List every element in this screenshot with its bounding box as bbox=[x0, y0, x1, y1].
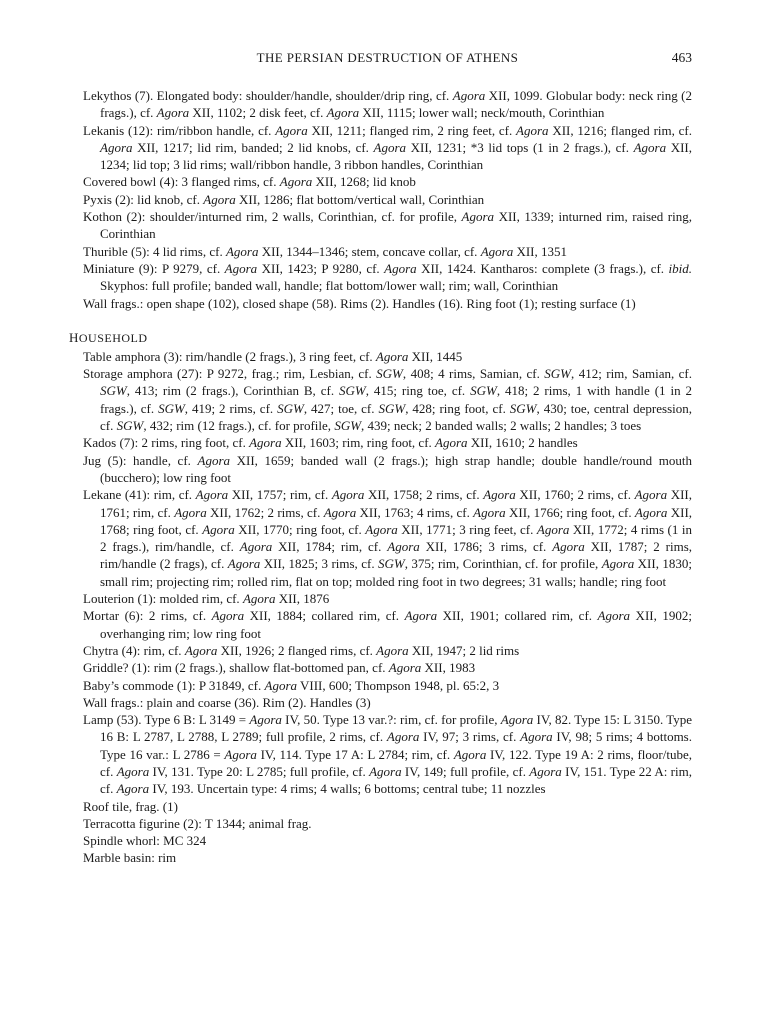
entry-italic-ref: Agora bbox=[388, 660, 422, 676]
entry-text: XII, 1771; 3 ring feet, cf. bbox=[397, 521, 537, 537]
entry-text: IV, 131. Type 20: L 2785; full profile, cf. bbox=[149, 763, 370, 779]
entry-italic-ref: Agora bbox=[323, 504, 357, 520]
entry-italic-ref: SGW bbox=[158, 400, 185, 416]
entry-italic-ref: Agora bbox=[116, 781, 150, 797]
catalog-entry bbox=[83, 173, 692, 190]
entry-italic-ref: Agora bbox=[597, 608, 631, 624]
entry-italic-ref: Agora bbox=[387, 539, 420, 555]
entry-text: XII, 1768; ring foot, cf. bbox=[100, 504, 693, 537]
entry-italic-ref: Agora bbox=[100, 139, 133, 155]
catalog-entry bbox=[83, 87, 692, 122]
catalog-entry bbox=[83, 365, 692, 434]
entry-italic-ref: Agora bbox=[480, 243, 514, 259]
entry-italic-ref: Agora bbox=[203, 191, 236, 207]
entry-text: XII, 1758; 2 rims, cf. bbox=[364, 487, 484, 503]
catalog-entry bbox=[83, 677, 692, 694]
entries-section-2 bbox=[83, 348, 692, 867]
entry-italic-ref: Agora bbox=[224, 746, 257, 762]
entry-text: IV, 98; 5 rims; 4 bottoms. Type 16 var.: L 2786 = bbox=[100, 729, 692, 762]
catalog-entry bbox=[83, 452, 692, 487]
entry-text: XII, 1761; rim, cf. bbox=[100, 487, 692, 520]
entry-italic-ref: SGW bbox=[470, 383, 497, 399]
entry-italic-ref: SGW bbox=[509, 400, 537, 416]
catalog-entry bbox=[83, 832, 692, 849]
entry-text: Storage amphora (27): P 9272, frag.; rim, Lesbian, cf. bbox=[83, 366, 377, 382]
catalog-entry bbox=[83, 798, 692, 815]
entry-text: , 427; toe, cf. bbox=[303, 400, 379, 416]
catalog-entry bbox=[83, 486, 692, 590]
entry-text: , 412; rim, Samian, cf. bbox=[571, 366, 692, 382]
entry-italic-ref: Agora bbox=[529, 763, 562, 779]
entry-text: XII, 1926; 2 flanged rims, cf. bbox=[217, 642, 377, 658]
entry-text: IV, 149; full profile, cf. bbox=[401, 763, 530, 779]
entry-text: XII, 1784; rim, cf. bbox=[272, 539, 388, 555]
entry-italic-ref: Agora bbox=[279, 174, 313, 190]
entry-text: XII, 1115; lower wall; neck/mouth, Corinthian bbox=[359, 105, 605, 121]
entry-text: XII, 1099. Globular body: neck ring (2 frags.), cf. bbox=[100, 88, 692, 121]
entry-italic-ref: SGW bbox=[378, 400, 406, 416]
entry-italic-ref: Agora bbox=[184, 642, 218, 658]
entry-italic-ref: Agora bbox=[373, 139, 407, 155]
entry-italic-ref: Agora bbox=[453, 746, 487, 762]
entries-section-1 bbox=[83, 87, 692, 312]
entry-text: , 419; 2 rims, cf. bbox=[184, 400, 278, 416]
catalog-entry bbox=[83, 348, 692, 365]
entry-text: Lekythos (7). Elongated body: shoulder/handle, shoulder/drip ring, cf. bbox=[83, 88, 453, 103]
entry-italic-ref: Agora bbox=[249, 435, 282, 451]
entry-text: Griddle? (1): rim (2 frags.), shallow flat-bottomed pan, cf. bbox=[83, 660, 389, 676]
entry-text: Kothon (2): shoulder/inturned rim, 2 walls, Corinthian, cf. for profile, bbox=[83, 209, 462, 225]
entry-text: Wall frags.: open shape (102), closed shape (58). Rims (2). Handles (16). Ring foot (1); resting surface (1) bbox=[83, 295, 636, 311]
entry-text: XII, 1901; collared rim, cf. bbox=[437, 608, 598, 624]
entry-text: Covered bowl (4): 3 flanged rims, cf. bbox=[83, 174, 280, 190]
entry-text: XII, 1770; ring foot, cf. bbox=[234, 521, 366, 537]
entry-text: IV, 97; 3 rims, cf. bbox=[419, 729, 521, 745]
catalog-entry bbox=[83, 849, 692, 866]
entry-text: XII, 1876 bbox=[275, 591, 330, 607]
entry-italic-ref: Agora bbox=[601, 556, 635, 572]
page-header bbox=[83, 50, 692, 70]
running-title: THE PERSIAN DESTRUCTION OF ATHENS bbox=[256, 50, 519, 65]
entry-italic-ref: Agora bbox=[452, 88, 486, 103]
entry-italic-ref: Agora bbox=[249, 712, 282, 728]
entry-text: XII, 1344–1346; stem, concave collar, cf. bbox=[258, 243, 481, 259]
entry-italic-ref: Agora bbox=[156, 105, 190, 121]
entry-text: XII, 1423; P 9280, cf. bbox=[257, 260, 385, 276]
entry-italic-ref: Agora bbox=[197, 452, 231, 468]
entry-text: XII, 1760; 2 rims, cf. bbox=[515, 487, 635, 503]
entry-text: XII, 1234; lid top; 3 lid rims; wall/ribbon handle, 3 ribbon handles, Corinthian bbox=[100, 139, 693, 173]
entry-text: Thurible (5): 4 lid rims, cf. bbox=[83, 243, 226, 259]
entry-text: XII, 1216; flanged rim, cf. bbox=[548, 122, 693, 138]
catalog-entry bbox=[83, 434, 692, 451]
entry-text: VIII, 600; Thompson 1948, pl. 65:2, 3 bbox=[297, 677, 500, 693]
entry-italic-ref: Agora bbox=[242, 591, 276, 607]
catalog-entry bbox=[83, 642, 692, 659]
entry-text: XII, 1217; lid rim, banded; 2 lid knobs, cf. bbox=[132, 139, 374, 155]
entry-italic-ref: Agora bbox=[211, 608, 245, 624]
entry-text: , 430; toe, central depression, cf. bbox=[100, 400, 692, 434]
entry-italic-ref: Agora bbox=[536, 521, 570, 537]
entry-text: Jug (5): handle, cf. bbox=[83, 452, 198, 468]
entry-italic-ref: SGW bbox=[116, 418, 144, 434]
entry-text: IV, 193. Uncertain type: 4 rims; 4 walls; 6 bottoms; central tube; 11 nozzles bbox=[149, 781, 546, 797]
entry-text: XII, 1286; flat bottom/vertical wall, Corinthian bbox=[235, 191, 485, 207]
entry-italic-ref: SGW bbox=[378, 556, 405, 572]
entry-text: IV, 82. Type 15: L 3150. Type 16 B: L 2787, L 2788, L 2789; full profile, 2 rims, cf. bbox=[100, 712, 693, 745]
entry-text: , 432; rim (12 frags.), cf. for profile, bbox=[143, 418, 335, 434]
entry-text: Chytra (4): rim, cf. bbox=[83, 642, 185, 658]
entry-text: XII, 1351 bbox=[513, 243, 567, 259]
entry-italic-ref: SGW bbox=[339, 383, 366, 399]
entry-text: Terracotta figurine (2): T 1344; animal frag. bbox=[83, 815, 312, 831]
entry-italic-ref: Agora bbox=[326, 105, 360, 121]
entry-italic-ref: Agora bbox=[225, 243, 259, 259]
entry-italic-ref: SGW bbox=[544, 366, 572, 382]
entry-text: XII, 1766; ring foot, cf. bbox=[505, 504, 635, 520]
entry-italic-ref: SGW bbox=[334, 418, 362, 434]
entry-text: XII, 1825; 3 rims, cf. bbox=[260, 556, 379, 572]
entry-text: XII, 1445 bbox=[408, 348, 463, 364]
entry-text: Spindle whorl: MC 324 bbox=[83, 833, 207, 849]
entry-text: XII, 1102; 2 disk feet, cf. bbox=[189, 105, 327, 121]
catalog-entry bbox=[83, 815, 692, 832]
entry-italic-ref: Agora bbox=[404, 608, 438, 624]
entry-italic-ref: Agora bbox=[331, 487, 365, 503]
entry-italic-ref: Agora bbox=[264, 677, 297, 693]
entry-text: XII, 1659; banded wall (2 frags.); high strap handle; double handle/round mouth (bucchero); low ring foot bbox=[100, 452, 692, 485]
entry-italic-ref: ibid. bbox=[668, 260, 692, 276]
entry-italic-ref: Agora bbox=[634, 504, 668, 520]
entry-text: IV, 50. Type 13 var.?: rim, cf. for profile, bbox=[281, 712, 501, 728]
entry-text: XII, 1786; 3 rims, cf. bbox=[419, 539, 553, 555]
household-heading-rest: OUSEHOLD bbox=[78, 330, 148, 345]
entry-text: Skyphos: full profile; banded wall, handle; flat bottom/lower wall; rim; wall, Corinthian bbox=[100, 278, 559, 294]
entry-text: XII, 1787; 2 rims, rim/handle (2 frags), cf. bbox=[100, 539, 693, 572]
entry-text: XII, 1763; 4 rims, cf. bbox=[356, 504, 474, 520]
entry-text: , 428; ring foot, cf. bbox=[405, 400, 510, 416]
entry-text: Pyxis (2): lid knob, cf. bbox=[83, 191, 204, 207]
catalog-entry bbox=[83, 208, 692, 243]
entry-text: XII, 1211; flanged rim, 2 ring feet, cf. bbox=[307, 122, 517, 138]
entry-text: XII, 1983 bbox=[421, 660, 476, 676]
entry-text: , 415; ring toe, cf. bbox=[365, 383, 471, 399]
entry-italic-ref: Agora bbox=[633, 139, 667, 155]
entry-italic-ref: Agora bbox=[369, 763, 402, 779]
entry-text: Roof tile, frag. (1) bbox=[83, 798, 178, 814]
entry-italic-ref: Agora bbox=[384, 260, 417, 276]
entry-italic-ref: Agora bbox=[435, 435, 468, 451]
catalog-entry bbox=[83, 659, 692, 676]
entry-italic-ref: Agora bbox=[552, 539, 585, 555]
entry-text: Kados (7): 2 rims, ring foot, cf. bbox=[83, 435, 250, 451]
entry-text: , 418; 2 rims, 1 with handle (1 in 2 frags.), cf. bbox=[100, 383, 692, 416]
entry-italic-ref: SGW bbox=[277, 400, 304, 416]
entry-text: Lamp (53). Type 6 B: L 3149 = bbox=[83, 712, 250, 728]
entry-text: Marble basin: rim bbox=[83, 850, 177, 866]
entry-text: XII, 1603; rim, ring foot, cf. bbox=[281, 435, 436, 451]
entry-italic-ref: Agora bbox=[516, 122, 549, 138]
entry-text: IV, 122. Type 19 A: 2 rims, floor/tube, cf. bbox=[100, 746, 692, 779]
entry-italic-ref: SGW bbox=[376, 366, 403, 382]
entry-italic-ref: Agora bbox=[202, 521, 235, 537]
entry-text: , 408; 4 rims, Samian, cf. bbox=[402, 366, 545, 382]
entry-italic-ref: Agora bbox=[483, 487, 516, 503]
entry-italic-ref: Agora bbox=[634, 487, 668, 503]
entry-italic-ref: SGW bbox=[100, 383, 127, 399]
entry-italic-ref: Agora bbox=[520, 729, 553, 745]
page-number: 463 bbox=[671, 50, 692, 65]
entry-italic-ref: Agora bbox=[174, 504, 207, 520]
entry-text: XII, 1757; rim, cf. bbox=[228, 487, 332, 503]
entry-text: XII, 1231; *3 lid tops (1 in 2 frags.), cf. bbox=[406, 139, 634, 155]
entry-text: XII, 1772; 4 rims (1 in 2 frags.), rim/handle, cf. bbox=[100, 521, 693, 555]
entry-text: Lekane (41): rim, cf. bbox=[83, 487, 196, 503]
entry-italic-ref: Agora bbox=[224, 260, 258, 276]
entry-italic-ref: Agora bbox=[275, 122, 308, 138]
entry-text: IV, 114. Type 17 A: L 2784; rim, cf. bbox=[256, 746, 454, 762]
entry-text: Table amphora (3): rim/handle (2 frags.), 3 ring feet, cf. bbox=[83, 348, 376, 364]
entry-text: Mortar (6): 2 rims, cf. bbox=[83, 608, 212, 624]
entry-text: Wall frags.: plain and coarse (36). Rim (2). Handles (3) bbox=[83, 694, 371, 710]
household-heading-initial: H bbox=[69, 329, 79, 345]
household-heading bbox=[69, 329, 692, 347]
entry-text: XII, 1830; small rim; projecting rim; rolled rim, flat on top; molded ring foot in two degrees; 31 walls; handle; ring foot bbox=[100, 556, 692, 589]
entry-italic-ref: Agora bbox=[195, 487, 229, 503]
entry-italic-ref: Agora bbox=[500, 712, 534, 728]
entry-italic-ref: Agora bbox=[473, 504, 506, 520]
catalog-entry bbox=[83, 607, 692, 642]
entry-italic-ref: Agora bbox=[386, 729, 420, 745]
page-body bbox=[69, 87, 693, 867]
catalog-entry bbox=[83, 694, 692, 711]
entry-text: XII, 1268; lid knob bbox=[312, 174, 416, 190]
entry-italic-ref: Agora bbox=[461, 209, 495, 225]
entry-text: XII, 1947; 2 lid rims bbox=[408, 642, 520, 658]
entry-text: IV, 151. Type 22 A: rim, cf. bbox=[100, 763, 692, 797]
entry-text: XII, 1610; 2 handles bbox=[467, 435, 578, 451]
entry-text: Louterion (1): molded rim, cf. bbox=[83, 591, 243, 607]
catalog-entry bbox=[83, 260, 692, 295]
entry-italic-ref: Agora bbox=[116, 763, 150, 779]
catalog-entry bbox=[83, 711, 692, 797]
catalog-entry bbox=[83, 243, 692, 260]
entry-text: XII, 1884; collared rim, cf. bbox=[244, 608, 405, 624]
entry-italic-ref: Agora bbox=[375, 348, 409, 364]
entry-italic-ref: Agora bbox=[376, 642, 409, 658]
entry-text: Baby’s commode (1): P 31849, cf. bbox=[83, 677, 265, 693]
entry-text: XII, 1424. Kantharos: complete (3 frags.), cf. bbox=[416, 260, 669, 276]
entry-text: , 375; rim, Corinthian, cf. for profile, bbox=[404, 556, 602, 572]
entry-text: , 439; neck; 2 banded walls; 2 walls; 2 handles; 3 toes bbox=[361, 418, 642, 434]
entry-text: Miniature (9): P 9279, cf. bbox=[83, 260, 225, 276]
entry-text: XII, 1339; inturned rim, raised ring, Corinthian bbox=[100, 209, 692, 242]
entry-text: Lekanis (12): rim/ribbon handle, cf. bbox=[83, 122, 276, 138]
catalog-entry bbox=[83, 191, 692, 208]
entry-text: XII, 1762; 2 rims, cf. bbox=[206, 504, 324, 520]
catalog-entry bbox=[83, 590, 692, 607]
entry-text: , 413; rim (2 frags.), Corinthian B, cf. bbox=[126, 383, 339, 399]
entry-italic-ref: Agora bbox=[239, 539, 273, 555]
entry-text: XII, 1902; overhanging rim; low ring foot bbox=[100, 608, 692, 641]
entry-italic-ref: Agora bbox=[227, 556, 261, 572]
catalog-entry bbox=[83, 122, 692, 174]
catalog-entry bbox=[83, 295, 692, 312]
entry-italic-ref: Agora bbox=[365, 521, 398, 537]
